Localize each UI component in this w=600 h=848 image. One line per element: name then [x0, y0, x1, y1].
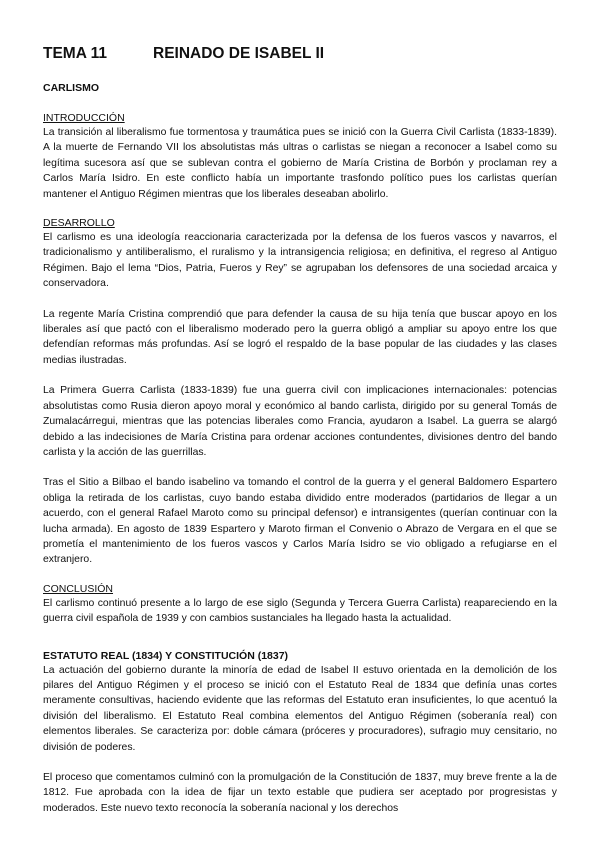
desarrollo-paragraph-3: La Primera Guerra Carlista (1833-1839) fue una guerra civil con implicaciones internacionales: potencias absolutistas como Rusia dieron apoyo moral y económico al bando carlista, dirigido por su general Tomás de Zumalacárregui, mientras que las potencias liberales como Francia, ayudaron a Isabel. La guerra se alargó debido a las indecisiones de María Cristina para ordenar acciones contundentes, divisiones dentro del bando carlista y la acción de las guerrillas. [43, 385, 557, 458]
conclusion-heading: CONCLUSIÓN [43, 582, 114, 595]
desarrollo-paragraph-2: La regente María Cristina comprendió que para defender la causa de su hija tenía que buscar apoyo en los liberales así que pactó con el liberalismo moderado pero la guerra obligó a ampliar su apoyo entre los que defendían reformas más profundas. Así se logró el respaldo de la base popular de las ciudades y las clases medias ilustradas. [43, 308, 557, 366]
estatuto-paragraph-2: El proceso que comentamos culminó con la promulgación de la Constitución de 1837, muy breve frente a la de 1812. Fue aprobada con la idea de fijar un texto estable que pudiera ser aceptado por progresistas y moderados. Este nuevo texto reconocía la soberanía nacional y los derechos [43, 772, 557, 814]
desarrollo-paragraph-1: El carlismo es una ideología reaccionaria caracterizada por la defensa de los fueros vascos y navarros, el tradicionalismo y antiliberalismo, el ruralismo y la intransigencia religiosa; en definitiva, el regreso al Antiguo Régimen. Bajo el lema “Dios, Patria, Fueros y Rey” se agrupaban los defensores de una sociedad arcaica y conservadora. [43, 232, 557, 290]
document-title [43, 44, 557, 64]
desarrollo-heading: DESARROLLO [43, 217, 115, 230]
intro-paragraph: La transición al liberalismo fue tormentosa y traumática pues se inició con la Guerra Civil Carlista (1833-1839). A la muerte de Fernando VII los absolutistas más ultras o carlistas se niegan a reconocer a Isabel como su legítima sucesora así que se sublevan contra el gobierno de María Cristina de Borbón y proclaman rey a Carlos María Isidro. En este conflicto había un importante trasfondo político pues los carlistas querían mantener el Antiguo Régimen mientras que los liberales deseaban abolirlo. [43, 127, 557, 200]
desarrollo-paragraph-4: Tras el Sitio a Bilbao el bando isabelino va tomando el control de la guerra y el general Baldomero Espartero obliga la retirada de los carlistas, cuyo bando estaba dividido entre moderados (partidarios de llegar a un acuerdo, con el general Rafael Maroto como su principal defensor) e intransigentes (querían continuar con la lucha armada). En agosto de 1839 Espartero y Maroto firman el Convenio o Abrazo de Vergara en el que se prometía el mantenimiento de los fueros vascos y Carlos María Isidro se vio obligado a refugiarse en el extranjero. [43, 477, 557, 566]
section-heading-estatuto: ESTATUTO REAL (1834) Y CONSTITUCIÓN (1837) [43, 649, 289, 662]
conclusion-paragraph: El carlismo continuó presente a lo largo de ese siglo (Segunda y Tercera Guerra Carlista) reapareciendo en la guerra civil española de 1939 y con cambios sustanciales ha llegado hasta la actualidad. [43, 597, 557, 625]
tema-number: TEMA 11 [43, 45, 108, 62]
section-heading-carlismo: CARLISMO [43, 82, 99, 94]
estatuto-paragraph-1: La actuación del gobierno durante la minoría de edad de Isabel II estuvo orientada en la demolición de los pilares del Antiguo Régimen y el proceso se inició con el Estatuto Real de 1834 que definía unas cortes meramente consultivas, haciendo evidente que las reformas del Estatuto eran insuficientes, lo que acentuó la división del liberalismo. El Estatuto Real combina elementos del Antiguo Régimen (soberanía real) con elementos liberales. Se caracteriza por: doble cámara (próceres y procuradores), sufragio muy censitario, no división de poderes. [43, 664, 557, 753]
tema-title: REINADO DE ISABEL II [153, 45, 325, 62]
intro-heading: INTRODUCCIÓN [43, 112, 125, 124]
